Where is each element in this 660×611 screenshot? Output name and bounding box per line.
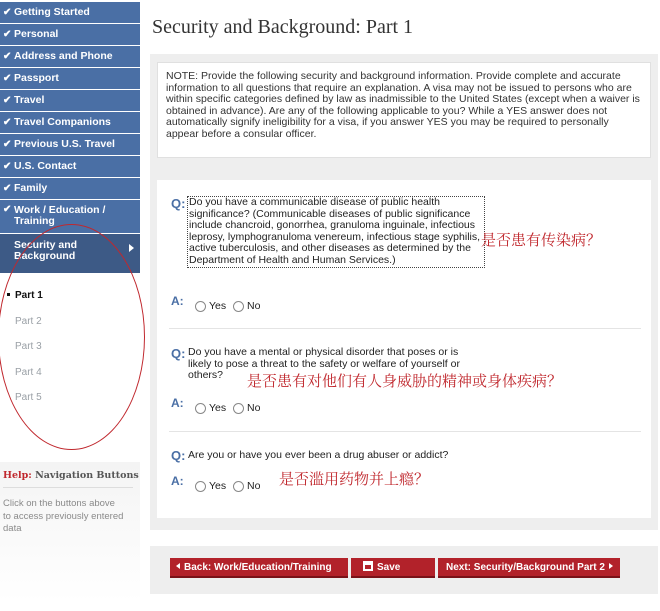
check-icon: ✔ (3, 73, 12, 84)
answer-label: A: (171, 396, 184, 410)
question-label: Q: (171, 346, 186, 361)
question-divider (169, 328, 641, 329)
radio-circle-icon (233, 301, 244, 312)
subnav-part-4[interactable]: Part 4 (15, 366, 42, 378)
floppy-disk-icon (363, 561, 373, 571)
page-title: Security and Background: Part 1 (152, 16, 414, 38)
radio-circle-icon (195, 403, 206, 414)
check-icon: ✔ (3, 117, 12, 128)
question-2-annotation: 是否患有对他们有人身威胁的精神或身体疾病？ (247, 372, 563, 390)
sidebar-item-travel-companions[interactable]: ✔ Travel Companions (0, 112, 140, 134)
sidebar-item-previous-us-travel[interactable]: ✔ Previous U.S. Travel (0, 134, 140, 156)
sidebar-item-address-phone[interactable]: ✔ Address and Phone (0, 46, 140, 68)
answer-label: A: (171, 294, 184, 308)
question-3-yes-radio[interactable]: Yes (195, 480, 226, 492)
question-1-text: Do you have a communicable disease of public health significance? (Communicable diseases of public significance include chancroid, gonorrhea, granuloma inguinale, infectious leprosy, lymphogranuloma venereum, infectious stage syphilis, active tuberculosis, and other diseases as determined by the Department of Health and Human Services.) (188, 197, 484, 267)
question-2-yes-radio[interactable]: Yes (195, 402, 226, 414)
radio-circle-icon (195, 301, 206, 312)
radio-circle-icon (233, 403, 244, 414)
help-text: Click on the buttons above to access previously entered data (3, 498, 124, 534)
question-1-no-radio[interactable]: No (233, 300, 260, 312)
subnav-part-3[interactable]: Part 3 (15, 341, 42, 352)
help-box (0, 462, 140, 602)
sidebar-item-getting-started[interactable]: ✔ Getting Started (0, 2, 140, 24)
radio-circle-icon (233, 481, 244, 492)
question-3-annotation: 是否滥用药物并上瘾？ (279, 470, 430, 488)
check-icon: ✔ (3, 95, 12, 106)
subnav-part-1[interactable]: Part 1 (0, 286, 140, 312)
arrow-right-icon (129, 244, 134, 252)
help-title: Help: Navigation Buttons (3, 470, 139, 481)
check-icon: ✔ (3, 29, 12, 40)
next-button[interactable]: Next: Security/Background Part 2 (438, 558, 620, 578)
sidebar-item-family[interactable]: ✔ Family (0, 178, 140, 200)
sidebar-item-travel[interactable]: ✔ Travel (0, 90, 140, 112)
help-divider (3, 487, 133, 488)
check-icon: ✔ (3, 183, 12, 194)
question-2-no-radio[interactable]: No (233, 402, 260, 414)
answer-label: A: (171, 474, 184, 488)
check-icon: ✔ (3, 7, 12, 18)
question-3-text: Are you or have you ever been a drug abuser or addict? (188, 449, 449, 461)
check-icon: ✔ (3, 51, 12, 62)
sidebar (0, 0, 140, 611)
radio-circle-icon (195, 481, 206, 492)
subnav-part-2[interactable]: Part 2 (15, 315, 42, 327)
check-icon: ✔ (3, 204, 12, 215)
sidebar-item-security-background[interactable]: Security and Background (0, 234, 140, 274)
sidebar-item-work-education[interactable]: ✔ Work / Education / Training (0, 200, 140, 234)
subnav-part-5[interactable]: Part 5 (15, 392, 42, 403)
question-divider (169, 431, 641, 432)
question-1-annotation: 是否患有传染病？ (481, 231, 602, 249)
check-icon: ✔ (3, 161, 12, 172)
sidebar-item-passport[interactable]: ✔ Passport (0, 68, 140, 90)
arrow-left-icon (176, 563, 180, 569)
question-label: Q: (171, 448, 186, 463)
question-3-no-radio[interactable]: No (233, 480, 260, 492)
arrow-right-icon (609, 563, 613, 569)
question-1-yes-radio[interactable]: Yes (195, 300, 226, 312)
annotation-circle (0, 224, 145, 450)
sidebar-item-us-contact[interactable]: ✔ U.S. Contact (0, 156, 140, 178)
note-box: NOTE: Provide the following security and background information. Provide complete and accurate information to all questions that require an explanation. A visa may not be issued to persons who are within specific categories defined by law as inadmissible to the United States (except when a waiver is obtained in advance). Are any of the following applicable to you? While a YES answer does not automatically signify ineligibility for a visa, if you answer YES you may be required to personally appear before a consular officer. (157, 62, 651, 158)
question-2-text: Do you have a mental or physical disorder that poses or is likely to pose a threat to the safety or welfare of yourself or others? (188, 346, 460, 382)
questions-area (157, 180, 651, 518)
save-button[interactable]: Save (351, 558, 435, 578)
question-label: Q: (171, 196, 186, 211)
sidebar-item-personal[interactable]: ✔ Personal (0, 24, 140, 46)
back-button[interactable]: Back: Work/Education/Training (170, 558, 348, 578)
check-icon: ✔ (3, 139, 12, 150)
